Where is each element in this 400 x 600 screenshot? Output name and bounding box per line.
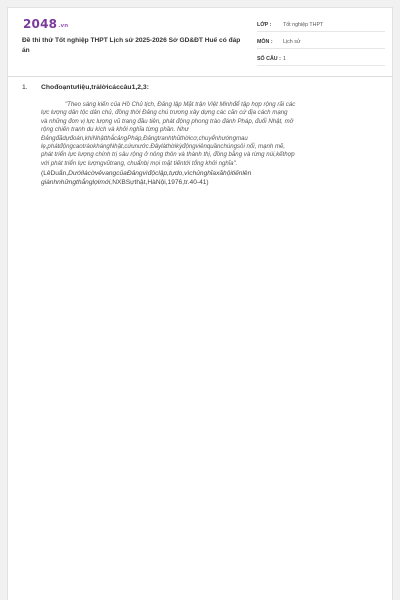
passage-line: rộng chiến tranh du kích và khởi nghĩa từng phần. Như (41, 126, 189, 134)
meta-label: LỚP : (257, 21, 272, 28)
meta-value: Tốt nghiệp THPT (283, 21, 324, 28)
meta-row-subject (257, 35, 385, 49)
passage-line: lẹ,phátđộngcaotràokhángNhật,cứunước.Đâylàthờikỳđộngviênquầnchúngsôi nổi, mạnh mẽ, (41, 143, 286, 151)
passage-line: với phát triển lực lượngvũtrang, chuẩnbị mọi mặt tiếntới tổng khởi nghĩa". (41, 159, 238, 167)
passage-line: Đảngđãdựđoán,khiNhậtthắcảngPháp,Đảngtranhthủthờicơ,chuyểnhướngmau (41, 134, 248, 142)
meta-row-class (257, 18, 385, 32)
passage-citation (41, 169, 379, 187)
exam-header (8, 8, 392, 77)
question-block (22, 84, 382, 188)
citation-author: (LêDuẩn, (41, 170, 69, 178)
meta-value: Lịch sử (283, 38, 301, 45)
exam-title: Đề thi thử Tốt nghiệp THPT Lịch sử 2025-2026 Sở GD&ĐT Huế có đáp án (22, 37, 241, 54)
source-passage (41, 101, 379, 168)
citation-title-cont: giànhnhữngthắnglợimới, (41, 179, 113, 187)
question-header (22, 84, 382, 91)
question-prompt: Chođoạntưliệu,trảlờicáccâu1,2,3: (41, 84, 149, 91)
citation-publisher: NXBSựthật,HàNội,1976,tr.40-41) (112, 179, 209, 187)
site-logo[interactable] (23, 17, 68, 31)
meta-label: SỐ CÂU : (257, 55, 281, 62)
passage-line: phát triển lực lượng chính trị sâu rộng ở nông thôn và thành thị, đồng bằng và rừng núi,kếthợp (41, 151, 295, 159)
meta-row-count (257, 52, 385, 66)
passage-line: lực lượng dân tộc dân chủ, đồng thời Đảng chú trương xây dựng các căn cứ địa cách mạng (41, 109, 288, 117)
citation-title: DướilácờvẻvangcủaĐảngvìđộclập,tựdo,vìchủnghĩaxãhộitiếnlên (68, 170, 252, 178)
citation-line (41, 169, 379, 178)
exam-meta (257, 18, 385, 69)
passage-line: và những đơn vị lực lượng vũ trang đầu tiên, phát động phong trào đánh Pháp, đuổi Nhật, mở (41, 117, 294, 125)
citation-line (41, 178, 379, 187)
passage-line: "Theo sáng kiến của Hồ Chủ tịch, Đảng lập Mặt trận Việt Minhđể tập hợp rộng rãi các (65, 101, 296, 108)
question-number: 1. (22, 84, 28, 91)
logo-text: 2048 (23, 17, 58, 31)
meta-label: MÔN : (257, 38, 273, 45)
logo-suffix: .vn (58, 23, 69, 29)
exam-page (7, 7, 393, 600)
meta-value: 1 (283, 55, 286, 62)
